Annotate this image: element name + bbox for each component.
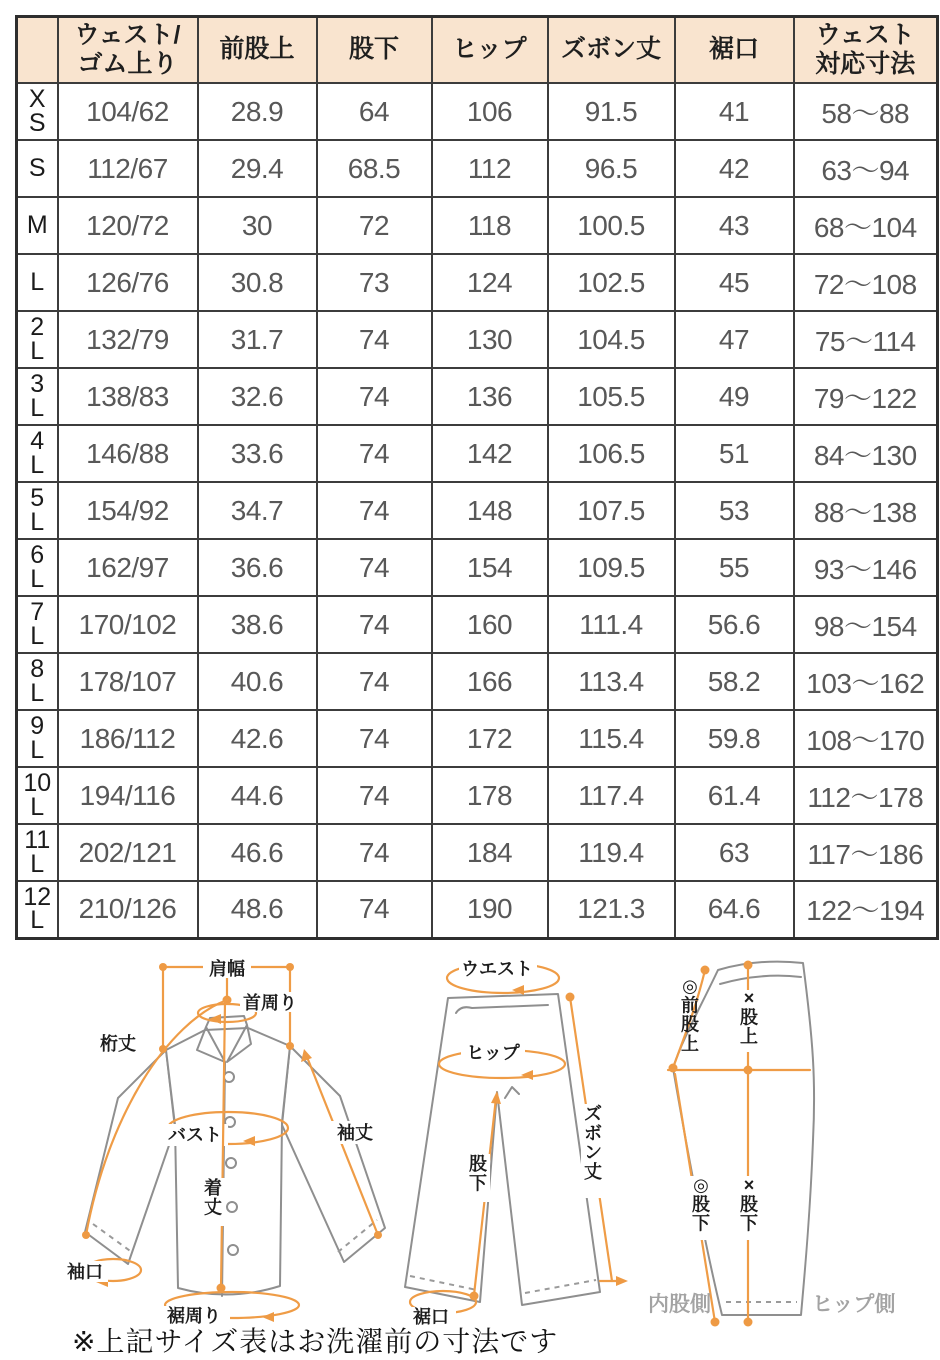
size-value-cell: 74 bbox=[317, 482, 432, 539]
hip-label: ヒップ bbox=[466, 1043, 520, 1063]
size-value-cell: 45 bbox=[675, 254, 794, 311]
size-value-cell: 74 bbox=[317, 311, 432, 368]
size-label: 3 L bbox=[17, 368, 58, 425]
size-value-cell: 32.6 bbox=[198, 368, 317, 425]
size-value-cell: 48.6 bbox=[198, 881, 317, 938]
size-value-cell: 126/76 bbox=[58, 254, 198, 311]
front-rise-label: ◎前股上 bbox=[681, 976, 699, 1054]
size-value-cell: 112 bbox=[432, 140, 548, 197]
size-value-cell: 104.5 bbox=[548, 311, 675, 368]
column-header: 前股上 bbox=[198, 17, 317, 84]
pants-side-diagram bbox=[648, 961, 895, 1327]
size-value-cell: 44.6 bbox=[198, 767, 317, 824]
size-value-cell: 117.4 bbox=[548, 767, 675, 824]
size-value-cell: 154 bbox=[432, 539, 548, 596]
table-row bbox=[17, 824, 938, 881]
size-value-cell: 38.6 bbox=[198, 596, 317, 653]
size-value-cell: 170/102 bbox=[58, 596, 198, 653]
size-value-cell: 64 bbox=[317, 83, 432, 140]
pre-wash-note: ※上記サイズ表はお洗濯前の寸法です bbox=[72, 1326, 559, 1357]
size-value-cell: 202/121 bbox=[58, 824, 198, 881]
size-value-cell: 43 bbox=[675, 197, 794, 254]
size-value-cell: 74 bbox=[317, 881, 432, 938]
size-value-cell: 160 bbox=[432, 596, 548, 653]
size-label: 8 L bbox=[17, 653, 58, 710]
size-value-cell: 91.5 bbox=[548, 83, 675, 140]
size-value-cell: 190 bbox=[432, 881, 548, 938]
size-label: 5 L bbox=[17, 482, 58, 539]
size-label: M bbox=[17, 197, 58, 254]
bust-label: バスト bbox=[168, 1125, 222, 1145]
size-value-cell: 56.6 bbox=[675, 596, 794, 653]
shoulder-width-label: 肩幅 bbox=[209, 959, 245, 979]
size-value-cell: 49 bbox=[675, 368, 794, 425]
size-value-cell: 36.6 bbox=[198, 539, 317, 596]
size-label: 2 L bbox=[17, 311, 58, 368]
pants-front-outline bbox=[405, 994, 600, 1305]
waist-measure bbox=[447, 958, 559, 995]
size-value-cell: 68～104 bbox=[794, 197, 938, 254]
corner-cell bbox=[17, 17, 58, 84]
size-label: 6 L bbox=[17, 539, 58, 596]
size-value-cell: 146/88 bbox=[58, 425, 198, 482]
size-value-cell: 41 bbox=[675, 83, 794, 140]
size-value-cell: 106 bbox=[432, 83, 548, 140]
table-row bbox=[17, 596, 938, 653]
column-header: ウェスト/ ゴム上り bbox=[58, 17, 198, 84]
size-value-cell: 178/107 bbox=[58, 653, 198, 710]
size-value-cell: 74 bbox=[317, 767, 432, 824]
size-value-cell: 93～146 bbox=[794, 539, 938, 596]
inseam-a-label: ◎股下 bbox=[692, 1175, 710, 1234]
neck-girth-measure bbox=[198, 992, 302, 1024]
size-label: S bbox=[17, 140, 58, 197]
size-value-cell: 63～94 bbox=[794, 140, 938, 197]
size-value-cell: 74 bbox=[317, 596, 432, 653]
size-label: 12 L bbox=[17, 881, 58, 938]
size-label: X S bbox=[17, 83, 58, 140]
table-row bbox=[17, 197, 938, 254]
size-value-cell: 30.8 bbox=[198, 254, 317, 311]
size-value-cell: 154/92 bbox=[58, 482, 198, 539]
column-header: ウェスト 対応寸法 bbox=[794, 17, 938, 84]
size-value-cell: 88～138 bbox=[794, 482, 938, 539]
size-label: 4 L bbox=[17, 425, 58, 482]
size-value-cell: 64.6 bbox=[675, 881, 794, 938]
size-value-cell: 108～170 bbox=[794, 710, 938, 767]
size-value-cell: 40.6 bbox=[198, 653, 317, 710]
size-value-cell: 61.4 bbox=[675, 767, 794, 824]
size-value-cell: 63 bbox=[675, 824, 794, 881]
table-row bbox=[17, 653, 938, 710]
hem-opening-label: 裾口 bbox=[413, 1307, 449, 1327]
size-value-cell: 96.5 bbox=[548, 140, 675, 197]
column-header: 裾口 bbox=[675, 17, 794, 84]
size-table bbox=[15, 15, 939, 940]
size-value-cell: 53 bbox=[675, 482, 794, 539]
size-value-cell: 84～130 bbox=[794, 425, 938, 482]
size-value-cell: 74 bbox=[317, 653, 432, 710]
size-value-cell: 74 bbox=[317, 425, 432, 482]
size-value-cell: 58～88 bbox=[794, 83, 938, 140]
size-value-cell: 113.4 bbox=[548, 653, 675, 710]
column-header: 股下 bbox=[317, 17, 432, 84]
size-value-cell: 31.7 bbox=[198, 311, 317, 368]
size-label: L bbox=[17, 254, 58, 311]
sleeve-reach-label: 桁丈 bbox=[100, 1034, 136, 1054]
size-value-cell: 73 bbox=[317, 254, 432, 311]
size-value-cell: 106.5 bbox=[548, 425, 675, 482]
size-value-cell: 119.4 bbox=[548, 824, 675, 881]
table-row bbox=[17, 425, 938, 482]
size-value-cell: 46.6 bbox=[198, 824, 317, 881]
size-value-cell: 109.5 bbox=[548, 539, 675, 596]
size-value-cell: 102.5 bbox=[548, 254, 675, 311]
sleeve-length-label: 袖丈 bbox=[337, 1123, 373, 1143]
measurement-diagrams bbox=[0, 935, 940, 1360]
size-value-cell: 124 bbox=[432, 254, 548, 311]
size-value-cell: 178 bbox=[432, 767, 548, 824]
size-value-cell: 72 bbox=[317, 197, 432, 254]
table-row bbox=[17, 482, 938, 539]
size-value-cell: 29.4 bbox=[198, 140, 317, 197]
size-value-cell: 42 bbox=[675, 140, 794, 197]
size-value-cell: 121.3 bbox=[548, 881, 675, 938]
size-value-cell: 28.9 bbox=[198, 83, 317, 140]
size-value-cell: 74 bbox=[317, 824, 432, 881]
table-row bbox=[17, 539, 938, 596]
inner-side-label: 内股側 bbox=[648, 1293, 711, 1316]
size-value-cell: 51 bbox=[675, 425, 794, 482]
size-value-cell: 47 bbox=[675, 311, 794, 368]
waist-label: ウエスト bbox=[461, 959, 533, 979]
size-value-cell: 186/112 bbox=[58, 710, 198, 767]
inseam-label: 股下 bbox=[469, 1154, 487, 1194]
cuff-opening-label: 袖口 bbox=[67, 1262, 103, 1282]
size-value-cell: 166 bbox=[432, 653, 548, 710]
size-value-cell: 112/67 bbox=[58, 140, 198, 197]
size-value-cell: 111.4 bbox=[548, 596, 675, 653]
size-value-cell: 148 bbox=[432, 482, 548, 539]
size-value-cell: 30 bbox=[198, 197, 317, 254]
shirt-diagram bbox=[62, 956, 385, 1327]
column-header: ズボン丈 bbox=[548, 17, 675, 84]
size-value-cell: 74 bbox=[317, 368, 432, 425]
size-value-cell: 42.6 bbox=[198, 710, 317, 767]
hip-side-label: ヒップ側 bbox=[812, 1293, 896, 1316]
size-table-body bbox=[17, 83, 938, 938]
table-row bbox=[17, 881, 938, 938]
neck-girth-label: 首周り bbox=[243, 993, 297, 1013]
table-row bbox=[17, 83, 938, 140]
size-value-cell: 58.2 bbox=[675, 653, 794, 710]
table-row bbox=[17, 140, 938, 197]
body-length-label: 着丈 bbox=[204, 1178, 222, 1218]
table-row bbox=[17, 254, 938, 311]
size-label: 7 L bbox=[17, 596, 58, 653]
size-value-cell: 162/97 bbox=[58, 539, 198, 596]
size-value-cell: 120/72 bbox=[58, 197, 198, 254]
size-value-cell: 79～122 bbox=[794, 368, 938, 425]
size-value-cell: 112～178 bbox=[794, 767, 938, 824]
size-value-cell: 122～194 bbox=[794, 881, 938, 938]
size-value-cell: 142 bbox=[432, 425, 548, 482]
size-label: 10 L bbox=[17, 767, 58, 824]
table-row bbox=[17, 311, 938, 368]
size-value-cell: 59.8 bbox=[675, 710, 794, 767]
size-value-cell: 115.4 bbox=[548, 710, 675, 767]
size-value-cell: 75～114 bbox=[794, 311, 938, 368]
column-header: ヒップ bbox=[432, 17, 548, 84]
size-value-cell: 55 bbox=[675, 539, 794, 596]
size-value-cell: 107.5 bbox=[548, 482, 675, 539]
shirt-right-sleeve bbox=[282, 1046, 385, 1262]
pants-length-label: ズボン丈 bbox=[584, 1104, 602, 1182]
size-value-cell: 184 bbox=[432, 824, 548, 881]
size-value-cell: 138/83 bbox=[58, 368, 198, 425]
size-value-cell: 210/126 bbox=[58, 881, 198, 938]
size-value-cell: 132/79 bbox=[58, 311, 198, 368]
size-value-cell: 74 bbox=[317, 539, 432, 596]
table-row bbox=[17, 368, 938, 425]
size-value-cell: 74 bbox=[317, 710, 432, 767]
table-row bbox=[17, 767, 938, 824]
size-value-cell: 118 bbox=[432, 197, 548, 254]
rise-label: ×股上 bbox=[740, 988, 758, 1047]
size-value-cell: 130 bbox=[432, 311, 548, 368]
size-value-cell: 104/62 bbox=[58, 83, 198, 140]
shirt-left-sleeve bbox=[85, 1050, 175, 1264]
size-value-cell: 34.7 bbox=[198, 482, 317, 539]
inseam-b-label: ×股下 bbox=[740, 1175, 758, 1234]
size-value-cell: 117～186 bbox=[794, 824, 938, 881]
hem-girth-label: 裾周り bbox=[167, 1306, 221, 1326]
size-value-cell: 98～154 bbox=[794, 596, 938, 653]
size-value-cell: 103～162 bbox=[794, 653, 938, 710]
size-value-cell: 194/116 bbox=[58, 767, 198, 824]
header-row bbox=[17, 17, 938, 84]
size-value-cell: 72～108 bbox=[794, 254, 938, 311]
pants-front-diagram bbox=[405, 958, 628, 1327]
size-label: 11 L bbox=[17, 824, 58, 881]
size-value-cell: 33.6 bbox=[198, 425, 317, 482]
size-value-cell: 172 bbox=[432, 710, 548, 767]
size-value-cell: 136 bbox=[432, 368, 548, 425]
size-value-cell: 100.5 bbox=[548, 197, 675, 254]
size-value-cell: 68.5 bbox=[317, 140, 432, 197]
size-label: 9 L bbox=[17, 710, 58, 767]
size-value-cell: 105.5 bbox=[548, 368, 675, 425]
table-row bbox=[17, 710, 938, 767]
